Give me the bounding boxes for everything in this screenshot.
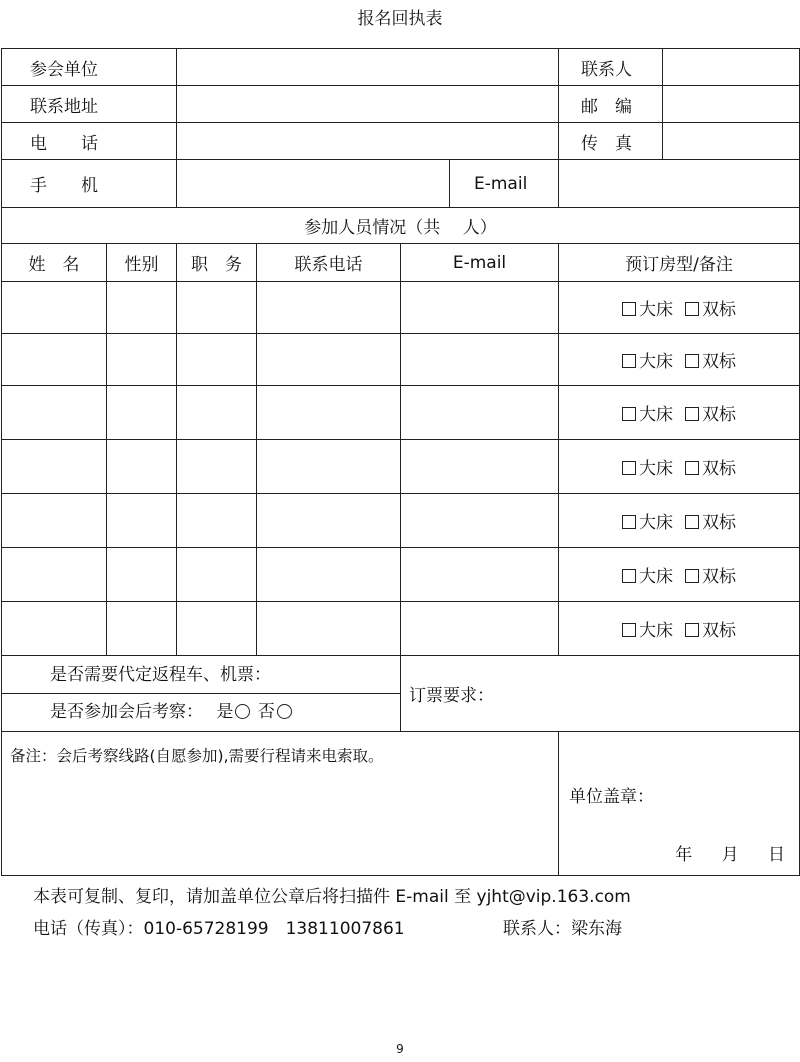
header-email: E-mail — [401, 244, 559, 282]
day-label: 日 — [768, 845, 785, 865]
seal-date — [651, 840, 785, 865]
twin-bed-label: 双标 — [702, 352, 736, 372]
attendee-title-cell[interactable] — [177, 282, 257, 334]
seal-label: 单位盖章： — [569, 787, 654, 807]
registration-table — [1, 48, 800, 876]
attendee-gender-cell[interactable] — [107, 494, 177, 548]
footer-contact-row — [33, 914, 793, 939]
header-phone: 联系电话 — [257, 244, 401, 282]
king-bed-checkbox[interactable] — [622, 461, 636, 475]
room-choice-cell — [559, 602, 800, 656]
attendee-email-cell[interactable] — [401, 386, 559, 440]
attendee-email-cell[interactable] — [401, 602, 559, 656]
king-bed-label: 大床 — [639, 621, 673, 641]
room-choice-cell — [559, 548, 800, 602]
attendee-phone-cell[interactable] — [257, 602, 401, 656]
twin-bed-checkbox[interactable] — [685, 302, 699, 316]
king-bed-checkbox[interactable] — [622, 407, 636, 421]
footer-instructions: 本表可复制、复印，请加盖单位公章后将扫描件 E-mail 至 yjht@vip.163.com — [33, 887, 631, 907]
yes-label: 是 — [216, 702, 234, 722]
twin-bed-checkbox[interactable] — [685, 461, 699, 475]
twin-bed-checkbox[interactable] — [685, 623, 699, 637]
king-bed-checkbox[interactable] — [622, 354, 636, 368]
no-label: 否 — [257, 702, 275, 722]
twin-bed-checkbox[interactable] — [685, 354, 699, 368]
attendee-row — [2, 386, 800, 440]
postcode-field[interactable] — [663, 86, 800, 123]
attendee-email-cell[interactable] — [401, 548, 559, 602]
ticket-requirements[interactable]: 订票要求： — [401, 656, 800, 732]
ticket-question: 是否需要代定返程车、机票： — [2, 657, 400, 694]
attendee-name-cell[interactable] — [2, 440, 107, 494]
fax-label: 传 真 — [559, 123, 663, 160]
year-label: 年 — [675, 845, 693, 865]
phone-label: 电 话 — [2, 123, 177, 160]
twin-bed-checkbox[interactable] — [685, 407, 699, 421]
king-bed-checkbox[interactable] — [622, 623, 636, 637]
attendee-email-cell[interactable] — [401, 440, 559, 494]
phone-field[interactable] — [177, 123, 559, 160]
footer-phone: 电话（传真）：010-65728199 13811007861 — [33, 919, 405, 939]
attendee-name-cell[interactable] — [2, 334, 107, 386]
attendee-email-cell[interactable] — [401, 334, 559, 386]
header-gender: 性别 — [107, 244, 177, 282]
twin-bed-label: 双标 — [702, 567, 736, 587]
twin-bed-label: 双标 — [702, 621, 736, 641]
attendee-phone-cell[interactable] — [257, 334, 401, 386]
attendee-name-cell[interactable] — [2, 282, 107, 334]
footer-contact: 联系人：梁东海 — [503, 919, 622, 939]
king-bed-checkbox[interactable] — [622, 302, 636, 316]
attendee-row — [2, 440, 800, 494]
attendee-email-cell[interactable] — [401, 282, 559, 334]
attendee-gender-cell[interactable] — [107, 386, 177, 440]
mobile-label: 手 机 — [2, 160, 177, 208]
extra-questions-cell — [2, 656, 401, 732]
page-number: 9 — [396, 1042, 404, 1056]
room-choice-cell — [559, 282, 800, 334]
no-radio[interactable] — [277, 704, 292, 719]
attendee-row — [2, 334, 800, 386]
room-choice-cell — [559, 386, 800, 440]
attendee-gender-cell[interactable] — [107, 440, 177, 494]
attendee-row — [2, 282, 800, 334]
twin-bed-label: 双标 — [702, 513, 736, 533]
king-bed-label: 大床 — [639, 459, 673, 479]
king-bed-label: 大床 — [639, 300, 673, 320]
header-room: 预订房型/备注 — [559, 244, 800, 282]
attendees-section-title: 参加人员情况（共 人） — [2, 208, 800, 244]
attendee-name-cell[interactable] — [2, 602, 107, 656]
form-title: 报名回执表 — [357, 9, 443, 29]
attendee-name-cell[interactable] — [2, 494, 107, 548]
room-choice-cell — [559, 440, 800, 494]
attendee-phone-cell[interactable] — [257, 440, 401, 494]
attendee-row — [2, 602, 800, 656]
attendee-title-cell[interactable] — [177, 602, 257, 656]
attendee-phone-cell[interactable] — [257, 386, 401, 440]
attendee-gender-cell[interactable] — [107, 282, 177, 334]
attendee-title-cell[interactable] — [177, 334, 257, 386]
king-bed-label: 大床 — [639, 513, 673, 533]
attendee-phone-cell[interactable] — [257, 282, 401, 334]
twin-bed-checkbox[interactable] — [685, 569, 699, 583]
email-field[interactable] — [559, 160, 800, 208]
mobile-field[interactable] — [177, 160, 450, 208]
twin-bed-checkbox[interactable] — [685, 515, 699, 529]
attendee-title-cell[interactable] — [177, 548, 257, 602]
king-bed-checkbox[interactable] — [622, 569, 636, 583]
header-name: 姓 名 — [2, 244, 107, 282]
room-choice-cell — [559, 494, 800, 548]
attendee-phone-cell[interactable] — [257, 494, 401, 548]
contact-person-field[interactable] — [663, 49, 800, 86]
king-bed-label: 大床 — [639, 352, 673, 372]
seal-cell — [559, 732, 800, 876]
org-label: 参会单位 — [2, 49, 177, 86]
twin-bed-label: 双标 — [702, 405, 736, 425]
fax-field[interactable] — [663, 123, 800, 160]
address-label: 联系地址 — [2, 86, 177, 123]
attendee-title-cell[interactable] — [177, 494, 257, 548]
org-field[interactable] — [177, 49, 559, 86]
yes-radio[interactable] — [235, 704, 250, 719]
attendee-row — [2, 548, 800, 602]
email-label: E-mail — [450, 160, 559, 208]
attendee-gender-cell[interactable] — [107, 334, 177, 386]
attendee-title-cell[interactable] — [177, 386, 257, 440]
tour-question-row — [2, 694, 400, 730]
attendee-row — [2, 494, 800, 548]
contact-person-label: 联系人 — [559, 49, 663, 86]
attendee-title-cell[interactable] — [177, 440, 257, 494]
address-field[interactable] — [177, 86, 559, 123]
attendee-name-cell[interactable] — [2, 548, 107, 602]
king-bed-checkbox[interactable] — [622, 515, 636, 529]
tour-question: 是否参加会后考察： — [50, 702, 203, 722]
attendee-gender-cell[interactable] — [107, 548, 177, 602]
attendee-gender-cell[interactable] — [107, 602, 177, 656]
attendee-email-cell[interactable] — [401, 494, 559, 548]
twin-bed-label: 双标 — [702, 459, 736, 479]
king-bed-label: 大床 — [639, 405, 673, 425]
header-title: 职 务 — [177, 244, 257, 282]
remark-text: 备注：会后考察线路(自愿参加),需要行程请来电索取。 — [2, 732, 559, 876]
room-choice-cell — [559, 334, 800, 386]
twin-bed-label: 双标 — [702, 300, 736, 320]
postcode-label: 邮 编 — [559, 86, 663, 123]
attendee-name-cell[interactable] — [2, 386, 107, 440]
king-bed-label: 大床 — [639, 567, 673, 587]
attendee-phone-cell[interactable] — [257, 548, 401, 602]
month-label: 月 — [721, 845, 739, 865]
